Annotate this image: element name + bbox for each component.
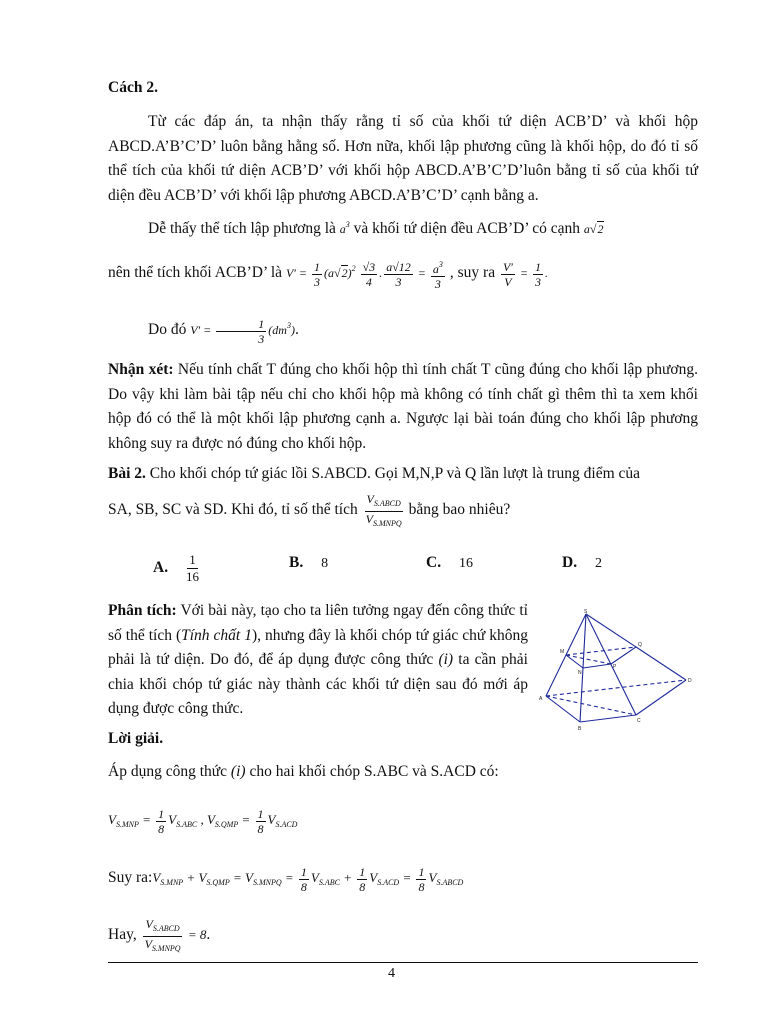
formula-vmnp-vqmp <box>108 798 698 842</box>
label-s: S <box>584 609 588 615</box>
math-final-ratio: $\frac{V_{S.ABCD}}{V_{S.MNPQ}}$ = 8 <box>144 916 207 953</box>
label-c: C <box>637 718 641 724</box>
text-ap-dung-b: cho hai khối chóp S.ABC và S.ACD có: <box>249 763 499 780</box>
text-suy-ra: , suy ra <box>449 264 496 281</box>
math-ratio: $\frac{V'}{V}$ = $\frac{1}{3}$ . <box>502 259 549 289</box>
text-suy-ra-label: Suy ra: <box>108 869 153 886</box>
edge-ad-dashed <box>546 680 686 696</box>
text-hay-label: Hay, <box>108 926 137 943</box>
text-nhan-xet: Nếu tính chất T đúng cho khối hộp thì tính chất T cũng đúng cho khối lập phương. Do vậy khi làm bài tập nếu chỉ cho khối hộp mà không có tính chất gì thêm thì ta xem khối hộp đó có thể là một khối lập phương cạnh a. Ngược lại bài toán đúng cho khối lập phương không suy ra được nó đúng cho khối hộp. <box>108 361 698 452</box>
option-c-label: C. <box>426 554 442 571</box>
paragraph-conclusion: Do đó V′ = $\frac{1}{3}$ $(dm^3)$. <box>148 316 299 346</box>
option-b-value: 8 <box>321 556 329 571</box>
page-number: 4 <box>388 966 395 981</box>
math-volume-expression: V′ = $\frac{1}{3}$ $(a√2)^2$ $\frac{√3}{4}$ . $\frac{a√12}{3}$ = $\frac{a^3}{3}$ <box>285 259 443 291</box>
label-d: D <box>688 678 692 684</box>
text-bai2-line3: bằng bao nhiêu? <box>408 501 511 518</box>
paragraph-nhan-xet <box>108 358 698 456</box>
option-b[interactable] <box>289 554 328 572</box>
text-phan-tich-2: ), nhưng đây là khối chóp tứ giác chứ không phải là tứ diện. Do đó, để áp dụng được công thức <box>108 626 528 668</box>
edge-bc <box>580 715 636 722</box>
text-phan-tich-italic2: (i) <box>438 651 454 668</box>
paragraph-phan-tich <box>108 599 528 722</box>
formula-suy-ra <box>108 856 698 900</box>
math-a-sqrt2: a√2 <box>583 222 604 236</box>
section-heading-cach2: Cách 2. <box>108 79 158 96</box>
edge-np <box>583 664 611 668</box>
option-d-value: 2 <box>594 556 602 571</box>
text-ap-dung: Áp dụng công thức <box>108 763 228 780</box>
math-ratio-vsabcd: $\frac{V_{S.ABCD}}{V_{S.MNPQ}}$ <box>365 491 402 528</box>
paragraph-bai2 <box>108 462 698 487</box>
paragraph-volume-cube <box>108 213 698 242</box>
section-heading-loi-giai: Lời giải. <box>108 730 164 747</box>
footer-divider <box>108 962 698 963</box>
text-phan-tich-3: ta cần phải chia khối chóp tứ giác này thành các khối tứ diện sau đó mới áp dụng được công thức. <box>108 651 528 717</box>
answer-options <box>108 542 698 586</box>
text-phan-tich-1: Với bài này, tạo cho ta liên tưởng ngay đến công thức tỉ số thể tích ( <box>108 602 528 644</box>
text-tetra-edge: và khối tứ diện đều ACB’D’ có cạnh <box>353 220 581 237</box>
option-a-value: $\frac{1}{16}$ <box>185 552 199 584</box>
paragraph-bai2-line2 <box>108 488 698 532</box>
text-phan-tich-italic: Tính chất 1 <box>181 626 252 644</box>
option-a-label: A. <box>153 559 169 577</box>
label-p: P <box>613 664 617 670</box>
math-vmnp-vqmp: $V_{S.MNP}$ = $\frac{1}{8}$ $V_{S.ABC}$ , $V_{S.QMP}$ = $\frac{1}{8}$ $V_{S.ACD}$ <box>108 806 298 836</box>
text-ap-dung-italic: (i) <box>230 763 246 780</box>
math-v-result: V′ = $\frac{1}{3}$ $(dm^3)$ <box>190 316 295 346</box>
paragraph-ap-dung <box>108 760 698 785</box>
label-phan-tich: Phân tích: <box>108 602 177 619</box>
option-b-label: B. <box>289 554 304 571</box>
label-q: Q <box>638 642 642 648</box>
label-b: B <box>578 726 582 732</box>
option-d-label: D. <box>562 554 578 571</box>
edge-ac-dashed <box>546 696 636 715</box>
option-c[interactable] <box>426 554 473 572</box>
label-a: A <box>539 696 543 702</box>
text-do-do: Do đó <box>148 321 187 338</box>
text-bai2: Cho khối chóp tứ giác lồi S.ABCD. Gọi M,N,P và Q lần lượt là trung điểm của <box>149 465 641 482</box>
pyramid-figure <box>536 608 698 734</box>
text-bai2-line2: SA, SB, SC và SD. Khi đó, tỉ số thể tích <box>108 501 358 518</box>
label-n: N <box>578 670 582 676</box>
text-volume-cube: Dễ thấy thể tích lập phương là <box>148 220 336 237</box>
paragraph-volume-formula <box>108 244 698 294</box>
label-m: M <box>560 649 565 655</box>
formula-hay: Hay, $\frac{V_{S.ABCD}}{V_{S.MNPQ}}$ = 8. <box>108 916 211 953</box>
option-d[interactable] <box>562 554 602 572</box>
math-sum: $V_{S.MNP} + V_{S.QMP} = V_{S.MNPQ}$ = $\frac{1}{8}$ $V_{S.ABC}$ + $\frac{1}{8}$ $V_{S.ACD}$ = $\frac{1}{8}$ $V_{S.ABCD}$ <box>152 864 464 894</box>
option-a[interactable] <box>153 552 203 585</box>
option-c-value: 16 <box>458 556 473 571</box>
label-bai2: Bài 2. <box>108 465 146 482</box>
paragraph-cach2-intro: Từ các đáp án, ta nhận thấy rằng tỉ số của khối tứ diện ACB’D’ và khối hộp ABCD.A’B’C’D’ luôn bằng hằng số. Hơn nữa, khối lập phương cũng là khối hộp, do đó tỉ số thể tích của khối tứ diện ACB’D’ với khối hộp ABCD.A’B’C’D’luôn bằng tỉ số của khối tứ diện đều ACB’D’ với khối lập phương ABCD.A’B’C’D’ cạnh bằng a. <box>108 113 698 204</box>
text-volume-acbd: nên thể tích khối ACB’D’ là <box>108 264 283 281</box>
label-nhan-xet: Nhận xét: <box>108 361 174 378</box>
math-a-cubed: $a^3$ <box>339 220 350 236</box>
